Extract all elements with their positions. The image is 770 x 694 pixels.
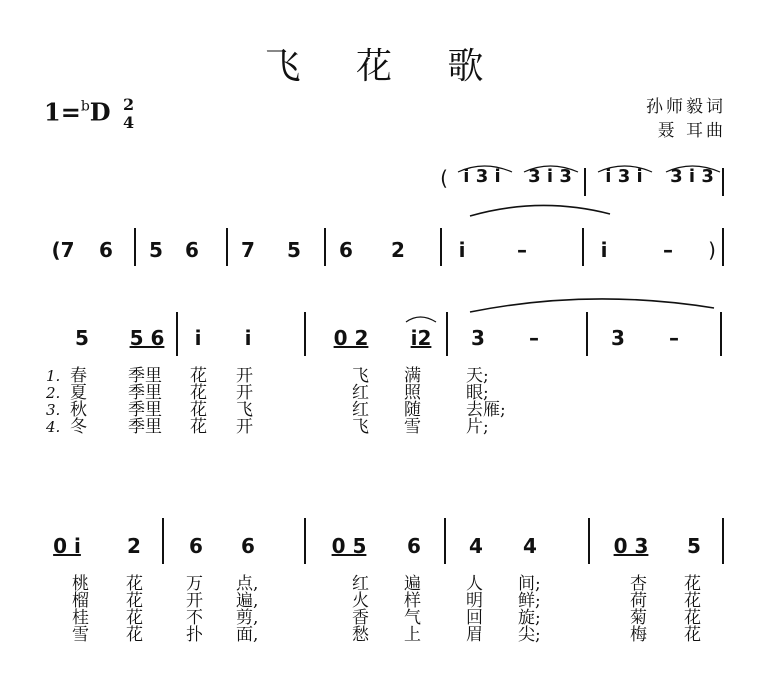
tie-curve <box>470 299 714 312</box>
note: 4 <box>523 534 537 558</box>
note: 0 i <box>53 534 81 558</box>
lyric-syllable: 冬 <box>70 417 87 437</box>
lyric-syllable: 开 <box>236 383 253 403</box>
tie-curve <box>406 317 436 322</box>
note: 5 <box>75 326 89 350</box>
lyric-syllable: 去雁; <box>466 400 506 420</box>
lyric-syllable: 上 <box>404 625 421 645</box>
composer-credit: 聂 耳曲 <box>657 121 726 141</box>
note: – <box>517 238 527 262</box>
lyric-syllable: 花 <box>126 608 143 628</box>
lyric-syllable: 菊 <box>630 608 647 628</box>
lyric-syllable: 雪 <box>72 625 89 645</box>
lyric-syllable: 样 <box>404 591 421 611</box>
lyric-syllable: 面, <box>236 625 259 645</box>
intro-group: 3 i 3 <box>670 166 714 187</box>
lyric-syllable: 桂 <box>72 608 89 628</box>
note: 0 3 <box>613 534 649 558</box>
lyric-syllable: 季里 <box>128 383 162 403</box>
note: 2 <box>127 534 141 558</box>
note: i <box>194 326 202 350</box>
lyric-syllable: 气 <box>404 608 421 628</box>
lyric-syllable: 秋 <box>70 400 87 420</box>
lyric-syllable: 遍 <box>404 574 421 594</box>
lyric-syllable: 开 <box>186 591 203 611</box>
note: 2 <box>391 238 405 262</box>
lyric-syllable: 明 <box>466 591 483 611</box>
lyric-syllable: 荷 <box>630 591 647 611</box>
lyric-syllable: 红 <box>352 383 369 403</box>
lyric-syllable: 剪, <box>236 608 259 628</box>
lyric-syllable: 红 <box>352 400 369 420</box>
lyric-syllable: 扑 <box>186 625 203 645</box>
note: i <box>600 238 608 262</box>
lyric-syllable: 花 <box>190 383 207 403</box>
note: i <box>458 238 466 262</box>
note: (7 <box>51 238 75 262</box>
note: – <box>529 326 539 350</box>
note: 6 <box>189 534 203 558</box>
lyric-syllable: 花 <box>190 400 207 420</box>
lyric-syllable: 花 <box>190 366 207 386</box>
lyric-syllable: 榴 <box>72 591 89 611</box>
lyric-syllable: 旋; <box>518 608 541 628</box>
lyric-syllable: 花 <box>126 625 143 645</box>
lyric-syllable: 不 <box>186 608 203 628</box>
note: 0 2 <box>333 326 369 350</box>
lyric-syllable: 点, <box>236 574 259 594</box>
lyric-syllable: 花 <box>684 574 701 594</box>
note: i2 <box>410 326 432 350</box>
note: 6 <box>407 534 421 558</box>
lyric-syllable: 飞 <box>352 366 369 386</box>
note: i <box>244 326 252 350</box>
key-signature: 1=$^b$D 2 4 <box>44 95 135 132</box>
lyric-syllable: 人 <box>466 574 483 594</box>
lyric-syllable: 香 <box>352 608 369 628</box>
intro-group: 3 i 3 <box>528 166 572 187</box>
note: 5 <box>287 238 301 262</box>
triplet-slur <box>524 166 578 172</box>
triplet-slur <box>458 166 512 172</box>
note: – <box>669 326 679 350</box>
lyric-syllable: 间; <box>518 574 541 594</box>
lyric-syllable: 片; <box>466 417 489 437</box>
lyric-syllable: 季里 <box>128 366 162 386</box>
lyric-syllable: 花 <box>684 591 701 611</box>
lyric-syllable: 飞 <box>352 417 369 437</box>
lyric-syllable: 花 <box>126 591 143 611</box>
lyric-syllable: 季里 <box>128 417 162 437</box>
intro-group: i 3 i <box>605 166 643 187</box>
lyric-syllable: 梅 <box>630 625 647 645</box>
lyric-syllable: 万 <box>186 574 203 594</box>
song-title: 飞 花 歌 <box>264 46 506 87</box>
lyric-syllable: 飞 <box>236 400 253 420</box>
lyric-syllable: 随 <box>404 400 421 420</box>
lyric-syllable: 鲜; <box>518 591 541 611</box>
lyric-syllable: 雪 <box>404 417 421 437</box>
note: 5 <box>149 238 163 262</box>
note: – <box>663 238 673 262</box>
lyric-syllable: 眼; <box>466 383 489 403</box>
lyric-syllable: 夏 <box>70 383 87 403</box>
note: 3 <box>471 326 485 350</box>
note: 6 <box>241 534 255 558</box>
lyric-syllable: 天; <box>466 366 489 386</box>
note: 5 <box>687 534 701 558</box>
tie-curve <box>470 205 610 216</box>
intro-group: i 3 i <box>463 166 501 187</box>
triplet-slur <box>598 166 652 172</box>
lyric-syllable: 杏 <box>630 574 647 594</box>
note: 6 <box>339 238 353 262</box>
lyric-syllable: 回 <box>466 608 483 628</box>
lyric-syllable: 照 <box>404 383 421 403</box>
note: 0 5 <box>331 534 367 558</box>
intro-paren: ( <box>440 166 448 190</box>
lyric-syllable: 遍, <box>236 591 259 611</box>
lyric-syllable: 红 <box>352 574 369 594</box>
note: 6 <box>185 238 199 262</box>
note: 3 <box>611 326 625 350</box>
lyric-syllable: 花 <box>684 625 701 645</box>
lyric-syllable: 满 <box>404 366 421 386</box>
lyric-syllable: 开 <box>236 417 253 437</box>
lyric-syllable: 尖; <box>518 625 541 645</box>
lyricist-credit: 孙师毅词 <box>646 97 726 117</box>
note: ) <box>708 238 716 262</box>
lyric-syllable: 花 <box>126 574 143 594</box>
note: 5 6 <box>129 326 165 350</box>
note: 4 <box>469 534 483 558</box>
lyric-syllable: 眉 <box>466 625 483 645</box>
lyric-syllable: 火 <box>352 591 369 611</box>
triplet-slur <box>666 166 720 172</box>
lyric-syllable: 桃 <box>72 574 89 594</box>
lyric-syllable: 愁 <box>352 625 369 645</box>
lyric-syllable: 花 <box>684 608 701 628</box>
lyric-syllable: 开 <box>236 366 253 386</box>
lyric-syllable: 花 <box>190 417 207 437</box>
lyric-syllable: 春 <box>70 366 87 386</box>
verse-numbers: 1. 2. 3. 4. <box>46 367 61 436</box>
time-signature: 2 4 <box>122 95 135 132</box>
note: 6 <box>99 238 113 262</box>
note: 7 <box>241 238 255 262</box>
lyric-syllable: 季里 <box>128 400 162 420</box>
